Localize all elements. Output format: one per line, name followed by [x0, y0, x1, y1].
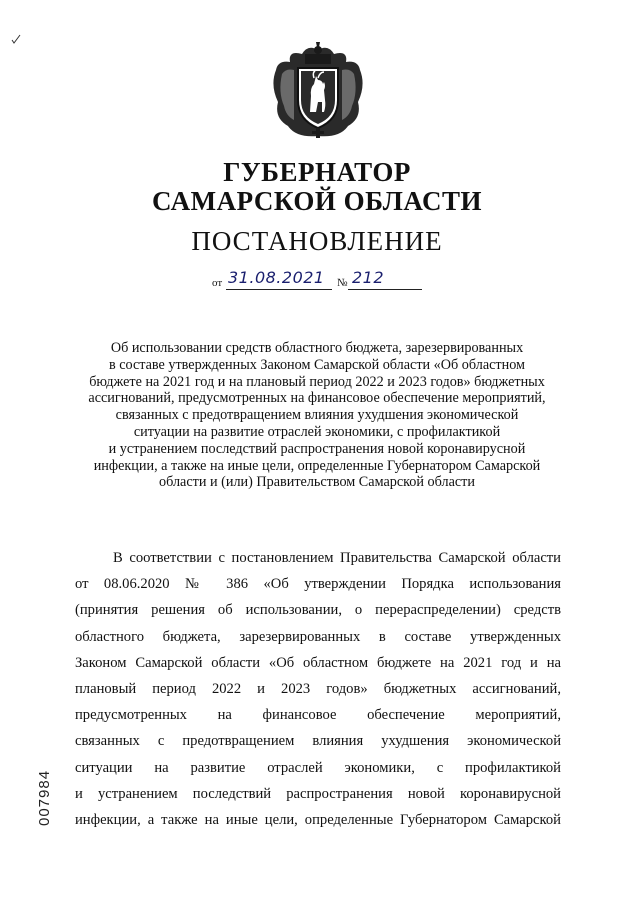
coat-of-arms-icon — [268, 40, 368, 140]
document-type-heading: ПОСТАНОВЛЕНИЕ — [191, 226, 443, 256]
subject-line: и устранением последствий распространения новой коронавирусной — [108, 440, 526, 457]
subject-line: в составе утвержденных Законом Самарской области «Об областном — [108, 356, 526, 373]
authority-title-line1: ГУБЕРНАТОР — [223, 157, 411, 187]
registration-line — [212, 268, 432, 292]
body-line: от 08.06.2020 № 386 «Об утверждении Порядка использования — [75, 576, 561, 593]
subject-line: Об использовании средств областного бюджета, зарезервированных — [110, 340, 524, 356]
pen-tick-mark — [11, 34, 21, 46]
body-line: и устранением последствий распространения новой коронавирусной — [75, 785, 561, 802]
body-line: инфекции, а также на иные цели, определенные Губернатором Самарской — [75, 812, 561, 829]
body-line: связанных с предотвращением влияния ухудшения экономической — [75, 733, 561, 750]
body-line: областного бюджета, зарезервированных в составе утвержденных — [75, 628, 561, 645]
subject-line: области и (или) Правительством Самарской области — [159, 474, 475, 491]
body-line: ситуации на развитие отраслей экономики, с профилактикой — [75, 759, 561, 776]
authority-title-line2: САМАРСКОЙ ОБЛАСТИ — [151, 186, 483, 216]
body-line: (принятия решения об использовании, о перераспределении) средств — [75, 602, 561, 619]
date-label: от — [212, 277, 223, 289]
subject-line: бюджете на 2021 год и на плановый период 2022 и 2023 годов» бюджетных — [89, 373, 545, 390]
subject-line: связанных с предотвращением влияния ухудшения экономической — [115, 407, 519, 424]
handwritten-number: 212 — [352, 268, 385, 287]
body-line: В соответствии с постановлением Правительства Самарской области — [113, 550, 561, 566]
number-label: № — [337, 277, 348, 289]
body-line: плановый период 2022 и 2023 годов» бюджетных ассигнований, — [75, 681, 561, 698]
subject-line: ситуации на развитие отраслей экономики, с профилактикой — [133, 423, 501, 440]
date-underline — [226, 289, 332, 290]
subject-line: инфекции, а также на иные цели, определенные Губернатором Самарской — [93, 457, 541, 474]
body-line: Законом Самарской области «Об областном бюджете на 2021 год и на — [75, 654, 561, 671]
document-body — [75, 545, 561, 833]
document-subject — [70, 340, 564, 491]
number-underline — [348, 289, 422, 290]
margin-registration-stamp: 007984 — [36, 769, 53, 826]
subject-line: ассигнований, предусмотренных на финансовое обеспечение мероприятий, — [88, 390, 546, 407]
body-line: предусмотренных на финансовое обеспечение мероприятий, — [75, 707, 561, 724]
handwritten-date: 31.08.2021 — [228, 268, 325, 287]
